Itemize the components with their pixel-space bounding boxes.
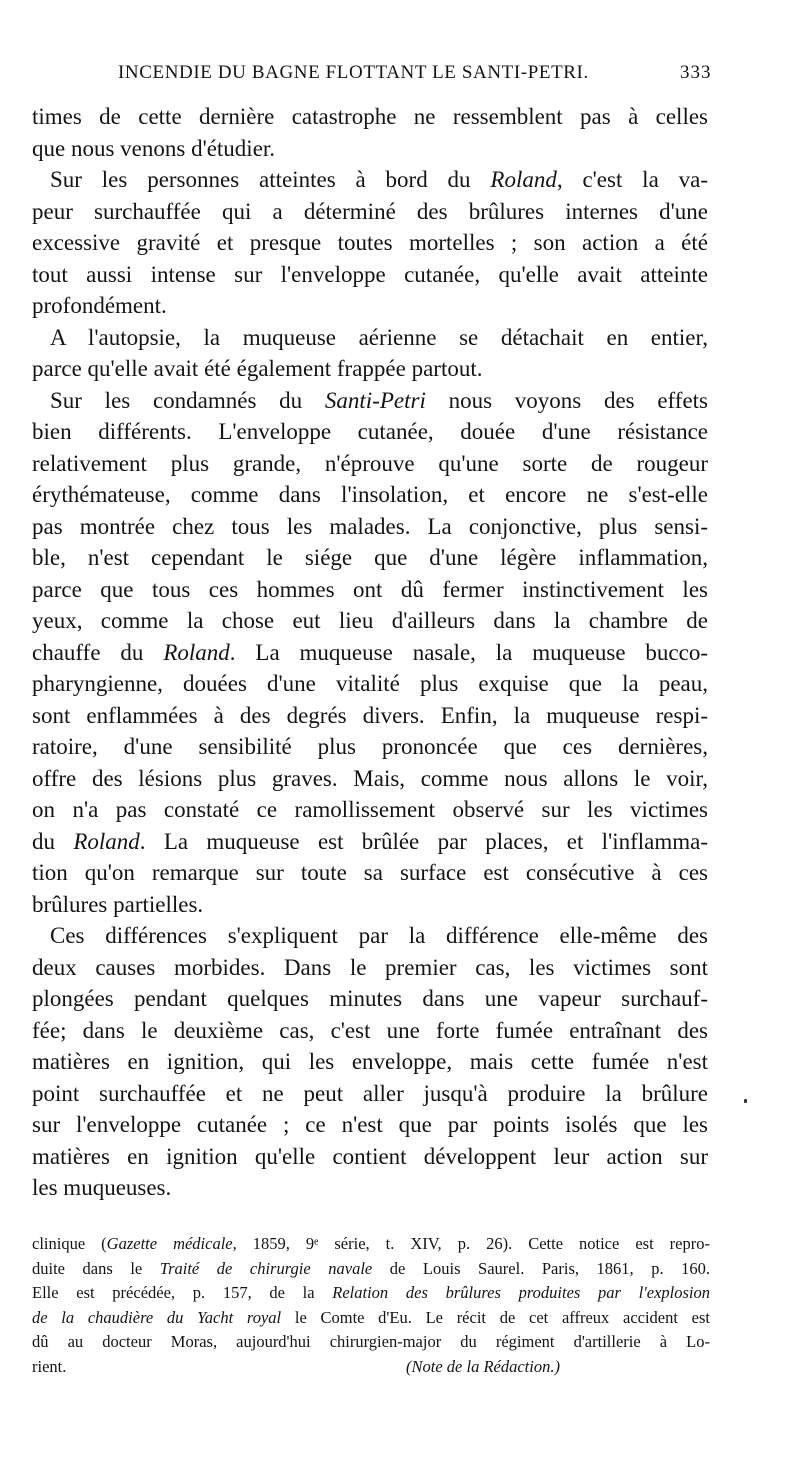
text-line: yeux, comme la chose eut lieu d'ailleurs dans la chambre de [32,608,708,633]
page-header [0,62,800,92]
italic-title: Santi-Petri [324,387,426,413]
footnote-line: clinique (Gazette médicale, 1859, 9ᵉ série, t. XIV, p. 26). Cette notice est repro- [32,1234,710,1253]
text-line: deux causes morbides. Dans le premier cas, les victimes sont [32,954,708,980]
text-line: fée; dans le deuxième cas, c'est une forte fumée entraînant des [32,1017,708,1043]
text-line: A l'autopsie, la muqueuse aérienne se détachait en entier, [50,324,708,350]
paragraph [32,164,708,322]
paragraph [32,920,708,1204]
text-line: relativement plus grande, n'éprouve qu'une sorte de rougeur [32,450,708,476]
running-head: INCENDIE DU BAGNE FLOTTANT LE SANTI-PETRI. [118,62,589,83]
text-line: peur surchauffée qui a déterminé des brûlures internes d'une [32,198,708,224]
text-line: brûlures partielles. [32,891,204,917]
text-line: matières en ignition qu'elle contient développent leur action sur [32,1143,708,1169]
text-line: du Roland. La muqueuse est brûlée par places, et l'inflamma- [32,828,709,854]
footnote-line: de la chaudière du Yacht royal le Comte d'Eu. Le récit de cet affreux accident est [32,1307,710,1327]
italic-title: Traité de chirurgie navale [159,1258,373,1278]
text-line: on n'a pas constaté ce ramollissement observé sur les victimes [32,797,708,822]
footnote-line: duite dans le Traité de chirurgie navale de Louis Saurel. Paris, 1861, p. 160. [32,1258,711,1278]
italic-title: Roland [490,167,557,192]
text-line: chauffe du Roland. La muqueuse nasale, la muqueuse bucco- [32,639,709,665]
text-line: ble, n'est cependant le siége que d'une légère inflammation, [32,545,708,570]
italic-title: Roland [73,828,140,854]
text-line: pas montrée chez tous les malades. La conjonctive, plus sensi- [32,513,708,539]
paragraph [32,322,708,385]
text-line: bien différents. L'enveloppe cutanée, douée d'une résistance [32,419,708,444]
text-line: plongées pendant quelques minutes dans une vapeur surchauf- [32,986,708,1011]
text-line: times de cette dernière catastrophe ne ressemblent pas à celles [32,104,708,129]
footnote-line: rient. (Note de la Rédaction.) [32,1355,710,1380]
text-line: tout aussi intense sur l'enveloppe cutanée, qu'elle avait atteinte [32,261,708,287]
text-line: érythémateuse, comme dans l'insolation, et encore ne s'est-elle [32,482,708,507]
italic-title: Gazette médicale [106,1234,233,1253]
footnote-line: Elle est précédée, p. 157, de la Relation des brûlures produites par l'explosion [32,1283,710,1302]
text-line: pharyngienne, douées d'une vitalité plus exquise que la peau, [32,671,708,696]
body-text [32,101,708,1204]
ink-speck [744,1099,747,1103]
page-number: 333 [680,62,712,83]
text-line: Sur les condamnés du Santi-Petri nous voyons des effets [50,387,708,413]
text-line: point surchauffée et ne peut aller jusqu'à produire la brûlure [32,1080,708,1106]
italic-title: Roland [163,639,230,665]
text-line: Sur les personnes atteintes à bord du Roland, c'est la va- [50,167,708,192]
text-line: que nous venons d'étudier. [32,135,276,161]
footnote [32,1232,710,1379]
paragraph [32,101,708,164]
footnote-line: dû au docteur Moras, aujourd'hui chirurgien-major du régiment d'artillerie à Lo- [32,1332,710,1351]
text-line: les muqueuses. [32,1175,172,1200]
italic-title: Relation des brûlures produites par l'explosion [332,1283,710,1302]
paragraph [32,385,708,921]
text-line: sont enflammées à des degrés divers. Enfin, la muqueuse respi- [32,702,708,728]
text-line: profondément. [32,293,167,318]
text-line: excessive gravité et presque toutes mortelles ; son action a été [32,230,708,255]
text-line: sur l'enveloppe cutanée ; ce n'est que par points isolés que les [32,1112,708,1137]
text-line: tion qu'on remarque sur toute sa surface est consécutive à ces [32,860,708,885]
italic-title: de la chaudière du Yacht royal [32,1307,282,1327]
text-line: ratoire, d'une sensibilité plus prononcée que ces dernières, [32,734,708,759]
text-line: parce qu'elle avait été également frappée partout. [32,356,483,381]
text-line: matières en ignition, qui les enveloppe, mais cette fumée n'est [32,1049,708,1074]
text-line: parce que tous ces hommes ont dû fermer instinctivement les [32,576,708,602]
text-line: offre des lésions plus graves. Mais, comme nous allons le voir, [32,765,708,791]
editorial-note-signature: (Note de la Rédaction.) [406,1356,560,1376]
text-line: Ces différences s'expliquent par la différence elle-même des [50,923,708,948]
